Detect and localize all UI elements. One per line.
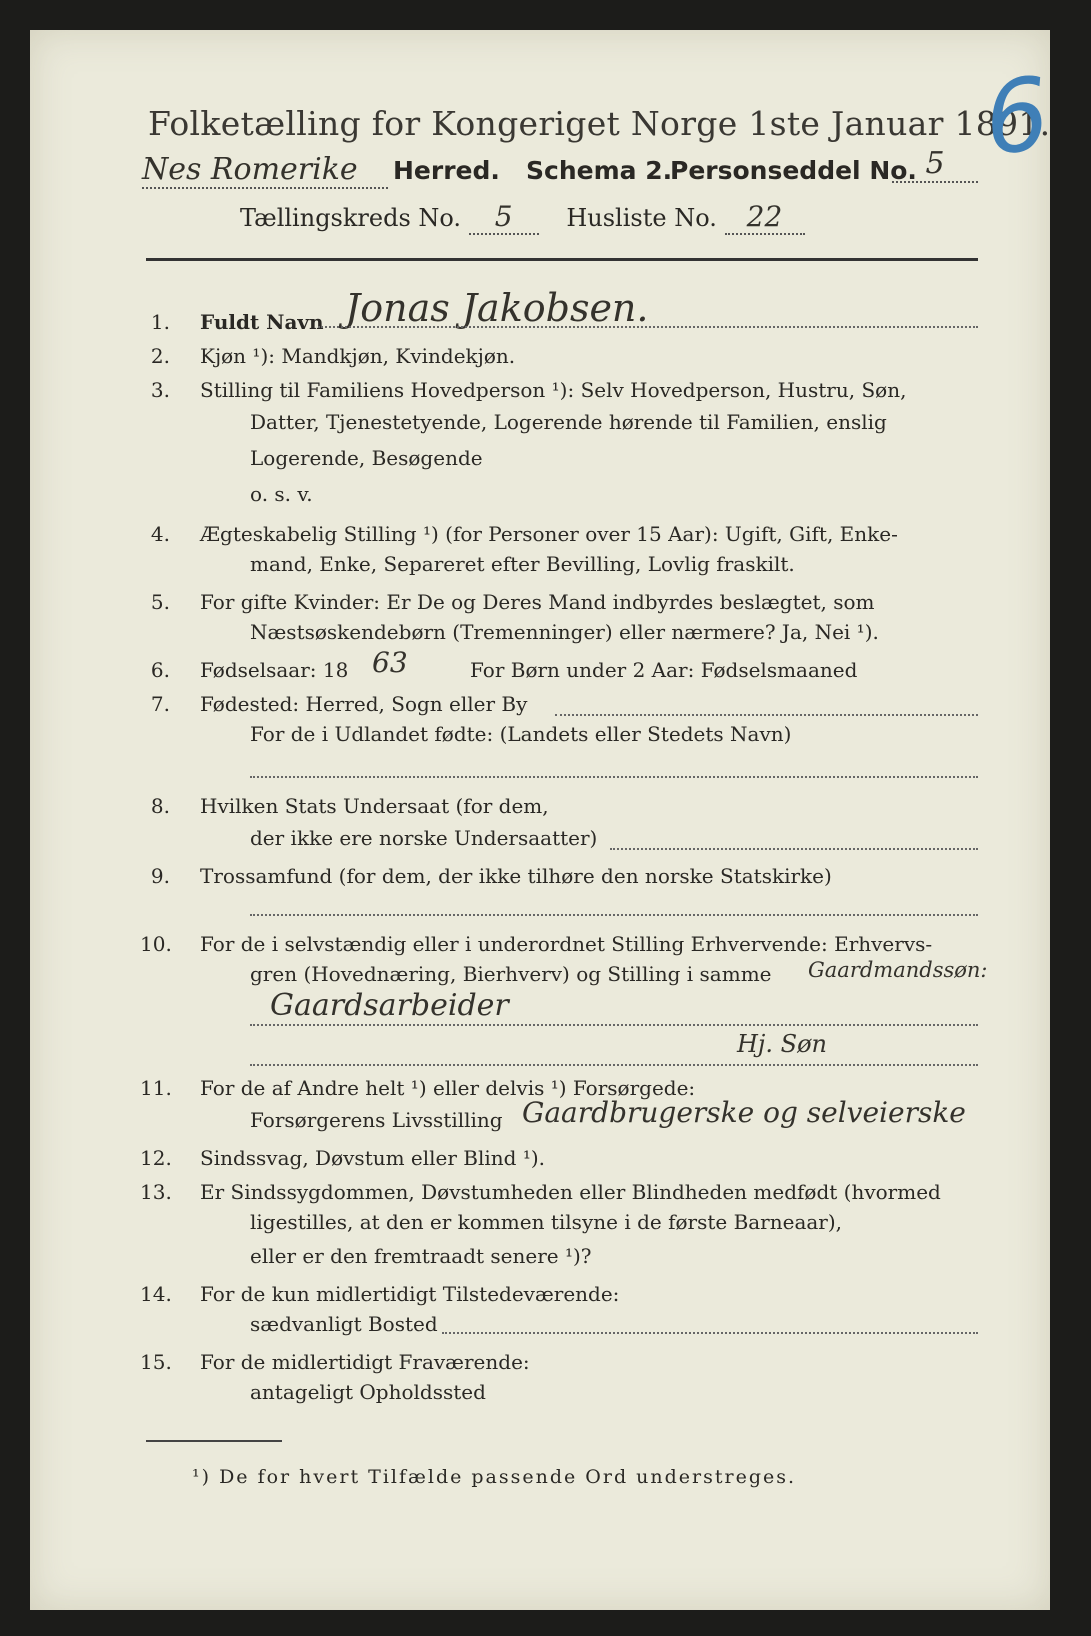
temporary-absent-line-1: For de midlertidigt Fraværende: (200, 1350, 530, 1374)
occupation-dotted-line-1 (250, 1024, 978, 1026)
marital-status-line-2: mand, Enke, Separeret efter Bevilling, Lovlig fraskilt. (250, 552, 795, 576)
birthplace-dotted-line (555, 714, 978, 716)
citizenship-dotted-line (610, 848, 978, 850)
header-line-kreds (240, 200, 805, 235)
kreds-number: 5 (469, 200, 539, 235)
congenital-line-1: Er Sindssygdommen, Døvstumheden eller Blindheden medfødt (hvormed (200, 1180, 941, 1204)
occupation-handwritten-2: Gaardsarbeider (270, 988, 509, 1023)
item-number: 9. (150, 864, 170, 888)
footnote-divider (146, 1440, 282, 1442)
name-dotted-line (318, 326, 978, 328)
supported-line-1: For de af Andre helt ¹) eller delvis ¹) Forsørgede: (200, 1076, 696, 1100)
family-position-line-1: Stilling til Familiens Hovedperson ¹): Selv Hovedperson, Hustru, Søn, (200, 378, 907, 402)
birth-year-handwritten: 63 (372, 646, 408, 679)
supported-line-2: Forsørgerens Livsstilling (250, 1108, 503, 1132)
provider-occupation-handwritten: Gaardbrugerske og selveierske (522, 1096, 966, 1129)
occupation-line-1: For de i selvstændig eller i underordnet Stilling Erhvervende: Erhvervs- (200, 932, 933, 956)
item-number: 4. (150, 522, 170, 546)
personseddel-label: Personseddel No. (670, 156, 917, 185)
occupation-line-2: gren (Hovednæring, Bierhverv) og Stilling i samme (250, 962, 772, 986)
foreign-birthplace-dotted-line (250, 776, 978, 778)
item-number: 3. (150, 378, 170, 402)
occupation-handwritten-3: Hj. Søn (737, 1030, 827, 1058)
sex-options: Kjøn ¹): Mandkjøn, Kvindekjøn. (200, 344, 516, 368)
marital-status-line-1: Ægteskabelig Stilling ¹) (for Personer over 15 Aar): Ugift, Gift, Enke- (200, 522, 898, 546)
religion-line: Trossamfund (for dem, der ikke tilhøre den norske Statskirke) (200, 864, 832, 888)
item-number: 14. (140, 1282, 172, 1306)
family-position-line-3: Logerende, Besøgende (250, 446, 483, 470)
congenital-line-3: eller er den fremtraadt senere ¹)? (250, 1244, 592, 1268)
item-label: Fuldt Navn (200, 310, 324, 334)
religion-dotted-line (250, 914, 978, 916)
item-number: 6. (150, 658, 170, 682)
temporary-present-line-1: For de kun midlertidigt Tilstedeværende: (200, 1282, 620, 1306)
birthplace-line-2: For de i Udlandet fødte: (Landets eller Stedets Navn) (250, 722, 792, 746)
item-number: 8. (150, 794, 170, 818)
schema-label: Schema 2. (526, 156, 673, 185)
temporary-absent-line-2: antageligt Opholdssted (250, 1380, 486, 1404)
footnote: ¹) De for hvert Tilfælde passende Ord understreges. (192, 1466, 797, 1488)
item-number: 1. (150, 310, 170, 334)
item-number: 11. (140, 1076, 172, 1100)
header-divider (146, 258, 978, 261)
birth-month-label: For Børn under 2 Aar: Fødselsmaaned (470, 658, 858, 682)
item-number: 12. (140, 1146, 172, 1170)
congenital-line-2: ligestilles, at den er kommen tilsyne i de første Barneaar), (250, 1210, 843, 1234)
citizenship-line-2: der ikke ere norske Undersaatter) (250, 826, 598, 850)
item-number: 5. (150, 590, 170, 614)
temporary-present-line-2: sædvanligt Bosted (250, 1312, 438, 1336)
family-position-line-2: Datter, Tjenestetyende, Logerende hørende til Familien, enslig (250, 410, 887, 434)
married-women-line-1: For gifte Kvinder: Er De og Deres Mand indbyrdes beslægtet, som (200, 590, 875, 614)
item-number: 13. (140, 1180, 172, 1204)
usual-residence-dotted-line (442, 1332, 978, 1334)
herred-label: Herred. (393, 156, 500, 185)
occupation-dotted-line-2 (250, 1064, 978, 1066)
form-title: Folketælling for Kongeriget Norge 1ste Januar 1891. (148, 104, 1051, 143)
item-number: 15. (140, 1350, 172, 1374)
kreds-label: Tællingskreds No. (240, 204, 462, 232)
disability-line: Sindssvag, Døvstum eller Blind ¹). (200, 1146, 546, 1170)
birth-year-label: Fødselsaar: 18 (200, 658, 349, 682)
margin-number-handwritten: 6 (979, 54, 1055, 179)
family-position-line-4: o. s. v. (250, 482, 313, 506)
item-number: 2. (150, 344, 170, 368)
occupation-handwritten-1: Gaardmandssøn: (808, 958, 988, 982)
header-line-herred (140, 146, 980, 192)
item-number: 7. (150, 692, 170, 716)
husliste-number: 22 (725, 200, 805, 235)
citizenship-line-1: Hvilken Stats Undersaat (for dem, (200, 794, 549, 818)
item-number: 10. (140, 932, 172, 956)
full-name-handwritten: Jonas Jakobsen. (345, 286, 649, 330)
personseddel-number: 5 (892, 146, 978, 183)
husliste-label: Husliste No. (566, 204, 717, 232)
married-women-line-2: Næstsøskendebørn (Tremenninger) eller nærmere? Ja, Nei ¹). (250, 620, 879, 644)
herred-handwritten: Nes Romerike (142, 152, 388, 189)
birthplace-line-1: Fødested: Herred, Sogn eller By (200, 692, 528, 716)
